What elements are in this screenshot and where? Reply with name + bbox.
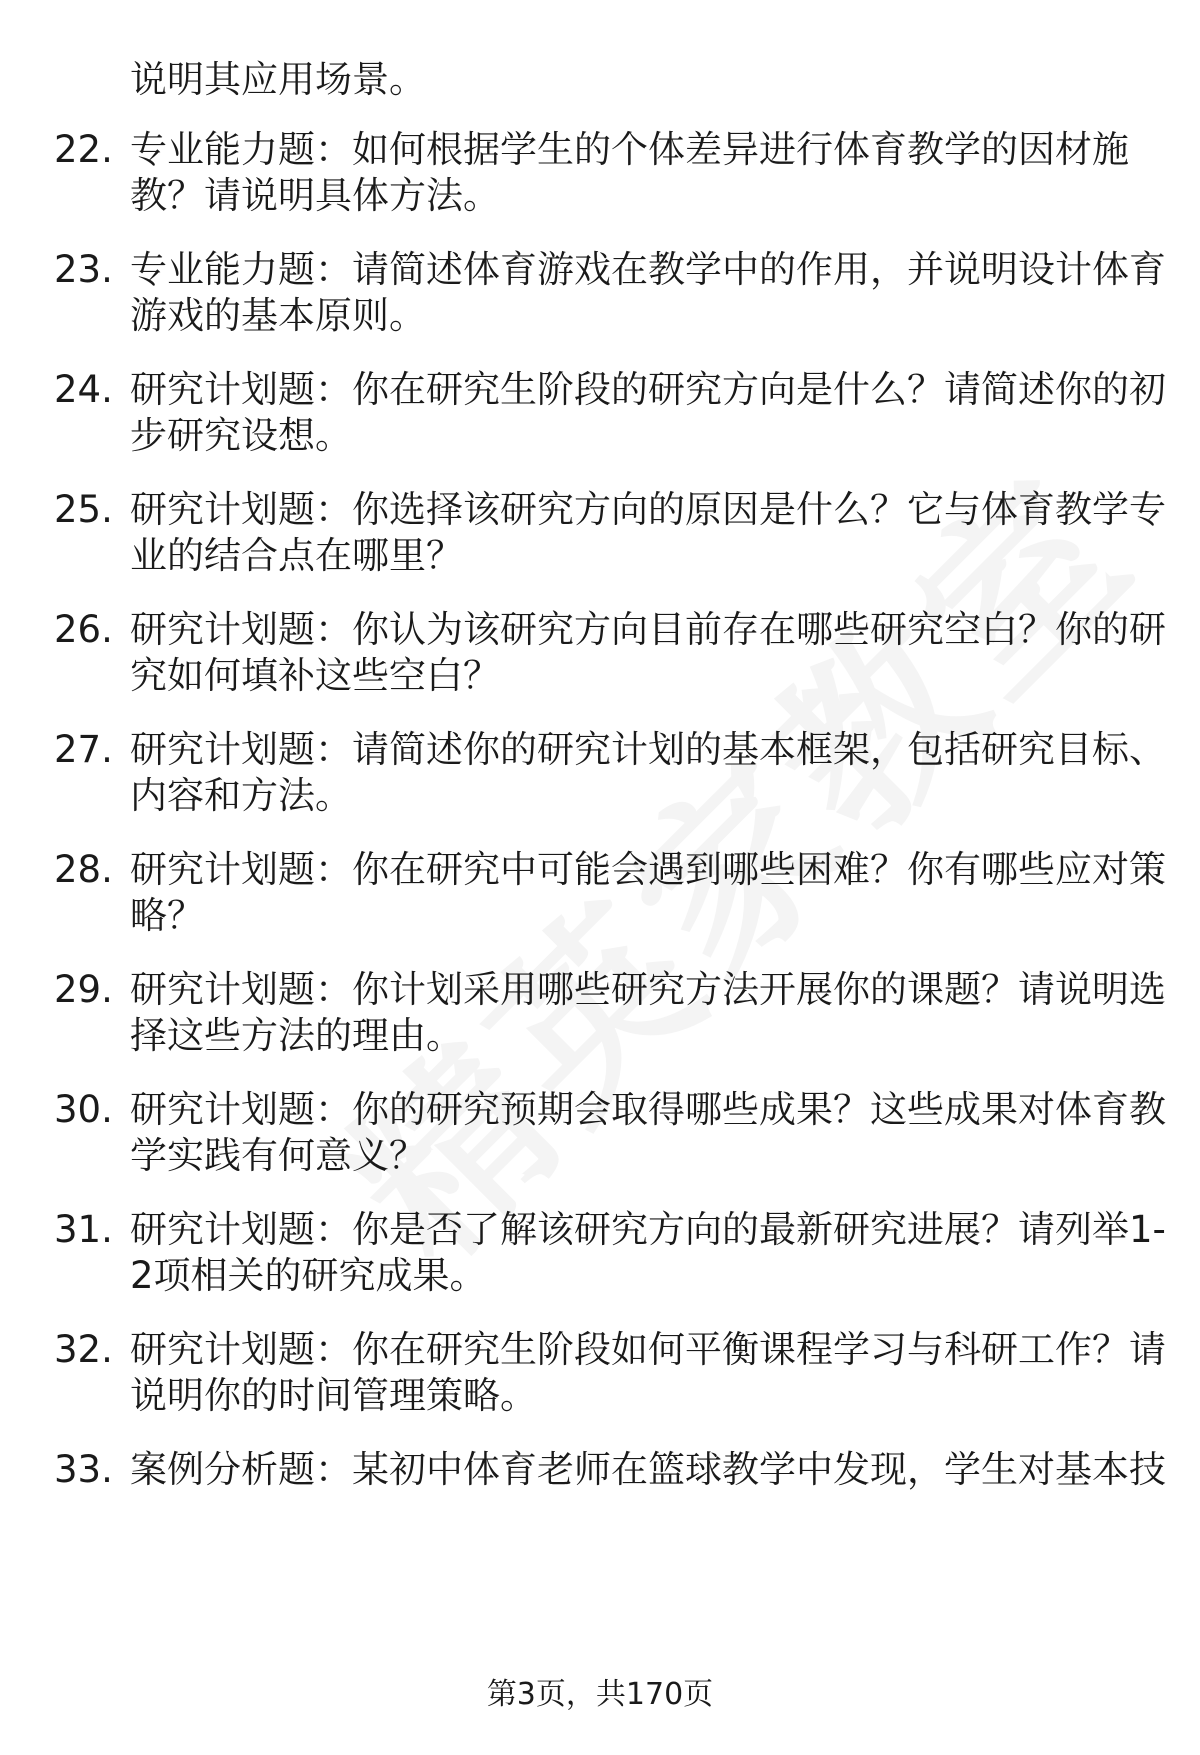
item-text-line1: 研究计划题：你在研究生阶段如何平衡课程学习与科研工作？请 — [130, 1328, 1166, 1371]
continuation-line: 说明其应用场景。 — [130, 58, 426, 101]
item-number: 31. — [54, 1208, 113, 1251]
item-number: 30. — [54, 1088, 113, 1131]
item-number: 33. — [54, 1448, 113, 1491]
item-text-line1: 专业能力题：如何根据学生的个体差异进行体育教学的因材施 — [130, 128, 1129, 171]
item-text-line2: 说明你的时间管理策略。 — [130, 1374, 537, 1417]
item-number: 27. — [54, 728, 113, 771]
item-number: 28. — [54, 848, 113, 891]
item-text-line2: 游戏的基本原则。 — [130, 294, 426, 337]
item-text-line1: 研究计划题：你计划采用哪些研究方法开展你的课题？请说明选 — [130, 968, 1166, 1011]
item-text-line1: 研究计划题：你认为该研究方向目前存在哪些研究空白？你的研 — [130, 608, 1166, 651]
item-text-line1: 研究计划题：你选择该研究方向的原因是什么？它与体育教学专 — [130, 488, 1166, 531]
item-text-line2: 学实践有何意义？ — [130, 1134, 426, 1177]
item-number: 22. — [54, 128, 113, 171]
item-number: 32. — [54, 1328, 113, 1371]
item-number: 26. — [54, 608, 113, 651]
item-text-line1: 专业能力题：请简述体育游戏在教学中的作用，并说明设计体育 — [130, 248, 1166, 291]
item-text-line1: 研究计划题：你的研究预期会取得哪些成果？这些成果对体育教 — [130, 1088, 1166, 1131]
item-text-line1: 研究计划题：请简述你的研究计划的基本框架，包括研究目标、 — [130, 728, 1166, 771]
item-text-line1: 案例分析题：某初中体育老师在篮球教学中发现，学生对基本技 — [130, 1448, 1166, 1491]
item-text-line2: 择这些方法的理由。 — [130, 1014, 463, 1057]
item-number: 23. — [54, 248, 113, 291]
item-text-line2: 业的结合点在哪里？ — [130, 534, 463, 577]
item-text-line1: 研究计划题：你在研究中可能会遇到哪些困难？你有哪些应对策 — [130, 848, 1166, 891]
item-text-line2: 内容和方法。 — [130, 774, 352, 817]
item-text-line2: 教？请说明具体方法。 — [130, 174, 500, 217]
item-number: 25. — [54, 488, 113, 531]
page-footer: 第3页，共170页 — [486, 1677, 714, 1712]
item-text-line1: 研究计划题：你在研究生阶段的研究方向是什么？请简述你的初 — [130, 368, 1166, 411]
item-text-line2: 略？ — [130, 894, 204, 937]
item-text-line2: 步研究设想。 — [130, 414, 352, 457]
item-text-line2: 2项相关的研究成果。 — [130, 1254, 487, 1297]
item-number: 24. — [54, 368, 113, 411]
item-text-line1: 研究计划题：你是否了解该研究方向的最新研究进展？请列举1- — [130, 1208, 1166, 1251]
item-number: 29. — [54, 968, 113, 1011]
item-text-line2: 究如何填补这些空白？ — [130, 654, 500, 697]
